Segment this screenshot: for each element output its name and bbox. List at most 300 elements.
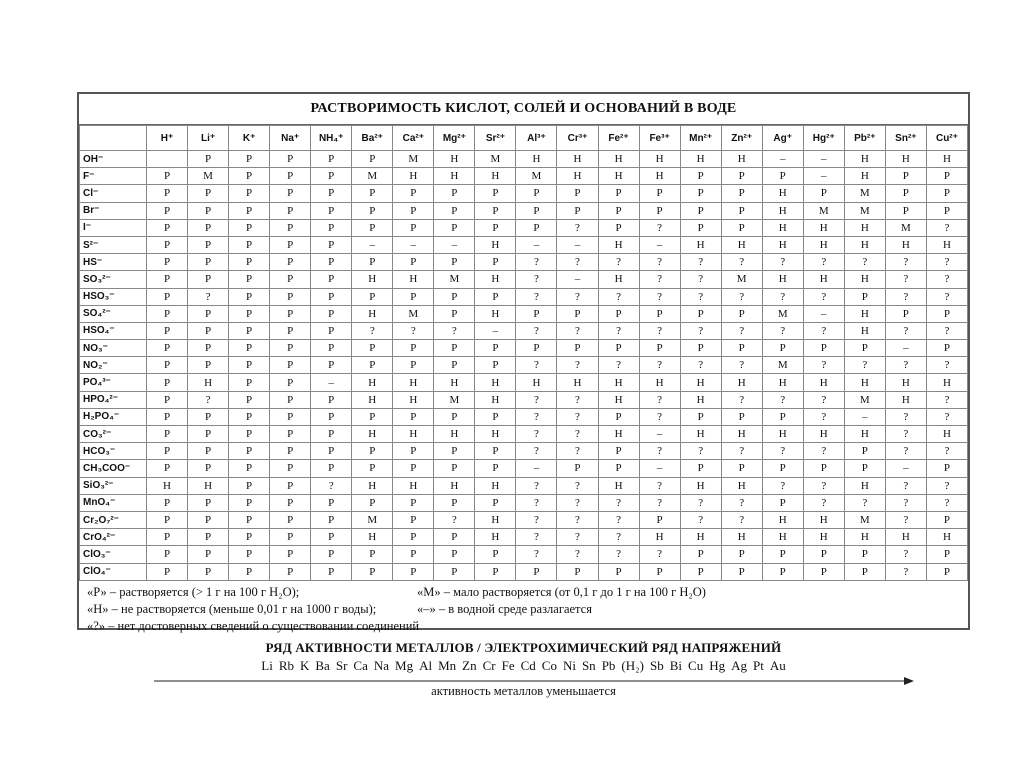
solubility-cell: Н xyxy=(393,477,434,494)
solubility-cell: Н xyxy=(516,151,557,168)
solubility-cell: М xyxy=(844,391,885,408)
legend-unknown: «?» – нет достоверных сведений о существовании соединений xyxy=(87,618,420,633)
solubility-cell: Н xyxy=(844,219,885,236)
solubility-cell: Н xyxy=(844,529,885,546)
solubility-cell: ? xyxy=(680,288,721,305)
solubility-cell: Н xyxy=(885,151,926,168)
solubility-cell: Р xyxy=(352,254,393,271)
solubility-cell: Р xyxy=(680,168,721,185)
solubility-cell: ? xyxy=(885,477,926,494)
solubility-cell: ? xyxy=(639,408,680,425)
solubility-cell: Р xyxy=(229,185,270,202)
solubility-cell: – xyxy=(434,236,475,253)
metal-symbol: Ba xyxy=(315,658,330,673)
cation-header: Ba²⁺ xyxy=(352,126,393,151)
cation-header: NH₄⁺ xyxy=(311,126,352,151)
solubility-cell: Р xyxy=(311,219,352,236)
solubility-cell: Р xyxy=(270,529,311,546)
solubility-cell: Р xyxy=(680,340,721,357)
solubility-cell: Р xyxy=(680,408,721,425)
solubility-cell: ? xyxy=(639,322,680,339)
solubility-cell: Н xyxy=(393,426,434,443)
anion-label: Cr₂O₇²⁻ xyxy=(80,511,147,528)
cation-header-row xyxy=(80,126,968,151)
solubility-cell: – xyxy=(557,236,598,253)
solubility-cell: Р xyxy=(475,185,516,202)
solubility-cell: ? xyxy=(926,322,967,339)
metal-symbol: Hg xyxy=(709,658,726,673)
solubility-cell: Н xyxy=(844,426,885,443)
solubility-cell: ? xyxy=(926,219,967,236)
solubility-cell: ? xyxy=(680,494,721,511)
solubility-cell: Р xyxy=(434,563,475,580)
cation-header: Mn²⁺ xyxy=(680,126,721,151)
table-row xyxy=(80,236,968,253)
solubility-cell: Р xyxy=(270,408,311,425)
anion-label: SiO₃²⁻ xyxy=(80,477,147,494)
solubility-cell: Р xyxy=(926,185,967,202)
solubility-cell: Р xyxy=(229,254,270,271)
anion-label: SO₃²⁻ xyxy=(80,271,147,288)
solubility-cell: Р xyxy=(270,460,311,477)
solubility-cell: Р xyxy=(147,322,188,339)
solubility-cell: Р xyxy=(475,202,516,219)
solubility-cell: Р xyxy=(393,546,434,563)
anion-label: HPO₄²⁻ xyxy=(80,391,147,408)
solubility-cell: ? xyxy=(721,254,762,271)
solubility-cell: Н xyxy=(598,374,639,391)
solubility-cell: ? xyxy=(557,511,598,528)
solubility-cell: Р xyxy=(516,185,557,202)
solubility-cell: Р xyxy=(270,185,311,202)
solubility-cell: М xyxy=(762,305,803,322)
solubility-cell: Н xyxy=(352,477,393,494)
solubility-cell: Р xyxy=(475,357,516,374)
solubility-cell: ? xyxy=(721,288,762,305)
metal-symbol: Al xyxy=(419,658,433,673)
solubility-cell: ? xyxy=(721,511,762,528)
solubility-cell: Р xyxy=(393,340,434,357)
solubility-cell: Н xyxy=(352,529,393,546)
solubility-cell: ? xyxy=(926,443,967,460)
solubility-cell: Н xyxy=(885,391,926,408)
cation-header: Zn²⁺ xyxy=(721,126,762,151)
solubility-cell: Р xyxy=(516,305,557,322)
solubility-cell: ? xyxy=(721,357,762,374)
solubility-cell: Н xyxy=(803,219,844,236)
solubility-cell: ? xyxy=(557,494,598,511)
metal-symbol: Au xyxy=(769,658,786,673)
table-row xyxy=(80,494,968,511)
solubility-cell: Р xyxy=(147,288,188,305)
solubility-cell: Р xyxy=(147,305,188,322)
solubility-cell: Р xyxy=(229,494,270,511)
table-row xyxy=(80,288,968,305)
solubility-cell: Р xyxy=(434,460,475,477)
metal-symbol: Co xyxy=(541,658,557,673)
solubility-cell: – xyxy=(762,151,803,168)
metal-symbol: Mn xyxy=(438,658,457,673)
solubility-cell: Р xyxy=(311,340,352,357)
solubility-cell: Р xyxy=(844,546,885,563)
solubility-cell: Н xyxy=(762,219,803,236)
solubility-cell: ? xyxy=(557,408,598,425)
solubility-cell: Н xyxy=(393,168,434,185)
solubility-cell: Н xyxy=(639,374,680,391)
solubility-cell: Р xyxy=(598,305,639,322)
legend-soluble: «Р» – растворяется (> 1 г на 100 г H₂O); xyxy=(87,584,300,599)
solubility-cell: ? xyxy=(885,254,926,271)
solubility-cell: Р xyxy=(229,546,270,563)
solubility-cell: ? xyxy=(844,357,885,374)
solubility-cell: Н xyxy=(803,271,844,288)
solubility-cell: Р xyxy=(311,546,352,563)
activity-series xyxy=(77,640,970,698)
solubility-cell: Н xyxy=(926,426,967,443)
solubility-cell: ? xyxy=(557,529,598,546)
solubility-cell: ? xyxy=(762,443,803,460)
solubility-cell: Н xyxy=(926,374,967,391)
solubility-cell: ? xyxy=(885,494,926,511)
anion-label: ClO₄⁻ xyxy=(80,563,147,580)
solubility-cell: – xyxy=(352,236,393,253)
cation-header: H⁺ xyxy=(147,126,188,151)
solubility-cell: ? xyxy=(639,443,680,460)
solubility-cell: Р xyxy=(844,443,885,460)
solubility-cell: Р xyxy=(598,185,639,202)
solubility-cell: Р xyxy=(270,477,311,494)
solubility-cell: ? xyxy=(516,391,557,408)
solubility-cell: ? xyxy=(557,357,598,374)
solubility-cell: Н xyxy=(475,477,516,494)
solubility-cell: Р xyxy=(229,202,270,219)
solubility-cell: ? xyxy=(639,219,680,236)
solubility-cell: Р xyxy=(147,511,188,528)
solubility-cell: ? xyxy=(885,271,926,288)
solubility-cell: Р xyxy=(188,511,229,528)
solubility-cell: Р xyxy=(721,546,762,563)
solubility-cell: Н xyxy=(762,185,803,202)
solubility-cell: М xyxy=(393,151,434,168)
metal-symbol: Ag xyxy=(731,658,747,673)
solubility-cell: Р xyxy=(270,563,311,580)
legend-insoluble: «Н» – не растворяется (меньше 0,01 г на 1000 г воды); xyxy=(87,601,377,616)
solubility-cell: Р xyxy=(270,271,311,288)
solubility-cell: Р xyxy=(147,357,188,374)
solubility-cell: Р xyxy=(311,494,352,511)
solubility-cell: Р xyxy=(393,460,434,477)
solubility-cell: Р xyxy=(393,254,434,271)
solubility-cell: Р xyxy=(434,288,475,305)
solubility-cell: Н xyxy=(762,202,803,219)
legend xyxy=(79,581,968,638)
solubility-cell: ? xyxy=(926,254,967,271)
cation-header: Cr³⁺ xyxy=(557,126,598,151)
solubility-cell: М xyxy=(762,357,803,374)
solubility-cell: Н xyxy=(844,168,885,185)
solubility-cell: Р xyxy=(229,511,270,528)
solubility-cell: Р xyxy=(434,546,475,563)
solubility-cell: Р xyxy=(844,460,885,477)
solubility-cell: Н xyxy=(475,271,516,288)
solubility-cell: Р xyxy=(147,460,188,477)
solubility-cell: Н xyxy=(352,271,393,288)
solubility-cell: Р xyxy=(803,563,844,580)
solubility-cell: Р xyxy=(475,443,516,460)
solubility-cell: ? xyxy=(557,477,598,494)
solubility-cell: Р xyxy=(926,460,967,477)
solubility-cell: Р xyxy=(434,443,475,460)
solubility-cell: Р xyxy=(721,219,762,236)
solubility-cell: Н xyxy=(803,374,844,391)
solubility-cell: Н xyxy=(147,477,188,494)
metal-symbol: Na xyxy=(373,658,390,673)
solubility-cell: ? xyxy=(598,546,639,563)
solubility-cell: Р xyxy=(762,546,803,563)
solubility-cell: Р xyxy=(229,529,270,546)
solubility-cell: М xyxy=(885,219,926,236)
solubility-cell: Р xyxy=(393,494,434,511)
solubility-cell: Н xyxy=(844,322,885,339)
solubility-cell: Р xyxy=(147,340,188,357)
table-row xyxy=(80,340,968,357)
solubility-cell: ? xyxy=(885,426,926,443)
legend-slightly-soluble: «М» – мало растворяется (от 0,1 г до 1 г на 100 г H₂O) xyxy=(417,584,706,599)
solubility-cell: Р xyxy=(393,202,434,219)
solubility-cell: ? xyxy=(516,357,557,374)
solubility-cell: Р xyxy=(516,202,557,219)
solubility-cell: Р xyxy=(147,494,188,511)
solubility-cell: Р xyxy=(188,426,229,443)
solubility-cell: Р xyxy=(803,185,844,202)
table-row xyxy=(80,305,968,322)
table-row xyxy=(80,477,968,494)
solubility-cell: ? xyxy=(557,288,598,305)
solubility-cell: – xyxy=(885,460,926,477)
solubility-cell: М xyxy=(721,271,762,288)
solubility-cell: Р xyxy=(188,529,229,546)
solubility-cell: Р xyxy=(352,151,393,168)
solubility-cell: Р xyxy=(598,563,639,580)
cation-header: Na⁺ xyxy=(270,126,311,151)
solubility-cell: Н xyxy=(639,168,680,185)
solubility-cell: Н xyxy=(926,529,967,546)
solubility-cell: Р xyxy=(885,185,926,202)
solubility-cell: Н xyxy=(680,374,721,391)
solubility-cell: Р xyxy=(188,494,229,511)
solubility-cell: ? xyxy=(680,254,721,271)
solubility-cell: Р xyxy=(434,529,475,546)
solubility-cell: Р xyxy=(844,288,885,305)
solubility-cell: Р xyxy=(352,460,393,477)
solubility-cell: Р xyxy=(229,477,270,494)
solubility-cell: ? xyxy=(557,219,598,236)
solubility-cell: Р xyxy=(311,305,352,322)
metal-symbol: Sr xyxy=(335,658,348,673)
solubility-cell: Н xyxy=(844,151,885,168)
solubility-cell: Р xyxy=(311,202,352,219)
solubility-cell: Н xyxy=(475,236,516,253)
solubility-cell: ? xyxy=(557,546,598,563)
solubility-cell: Р xyxy=(147,408,188,425)
solubility-cell: Р xyxy=(475,563,516,580)
solubility-cell: ? xyxy=(803,357,844,374)
anion-label: HCO₃⁻ xyxy=(80,443,147,460)
solubility-cell: Р xyxy=(393,511,434,528)
solubility-cell: Р xyxy=(721,305,762,322)
solubility-cell: – xyxy=(639,460,680,477)
solubility-cell: Р xyxy=(434,219,475,236)
solubility-cell: Р xyxy=(229,340,270,357)
cation-header: Li⁺ xyxy=(188,126,229,151)
table-row xyxy=(80,254,968,271)
solubility-cell: Н xyxy=(926,151,967,168)
solubility-cell: Р xyxy=(352,202,393,219)
solubility-cell: ? xyxy=(844,254,885,271)
solubility-cell: ? xyxy=(803,477,844,494)
solubility-cell: М xyxy=(844,202,885,219)
table-row xyxy=(80,168,968,185)
solubility-cell: ? xyxy=(598,494,639,511)
solubility-cell: Р xyxy=(270,305,311,322)
solubility-cell: Р xyxy=(639,340,680,357)
solubility-cell: Р xyxy=(680,305,721,322)
solubility-cell: Р xyxy=(311,443,352,460)
solubility-cell: Р xyxy=(762,340,803,357)
solubility-cell: Р xyxy=(270,511,311,528)
cation-header: Sr²⁺ xyxy=(475,126,516,151)
solubility-cell: ? xyxy=(680,443,721,460)
cation-header: Hg²⁺ xyxy=(803,126,844,151)
anion-label: S²⁻ xyxy=(80,236,147,253)
metals-row xyxy=(77,658,970,674)
solubility-cell: Р xyxy=(270,374,311,391)
solubility-cell: ? xyxy=(598,288,639,305)
solubility-cell: Н xyxy=(762,511,803,528)
solubility-cell: Р xyxy=(885,305,926,322)
solubility-cell: Н xyxy=(475,426,516,443)
solubility-cell: Н xyxy=(434,374,475,391)
solubility-cell: Н xyxy=(639,529,680,546)
solubility-cell: Н xyxy=(762,426,803,443)
solubility-cell: ? xyxy=(803,254,844,271)
solubility-cell: Р xyxy=(475,546,516,563)
solubility-cell: Н xyxy=(680,529,721,546)
solubility-cell: ? xyxy=(721,494,762,511)
solubility-cell: ? xyxy=(393,322,434,339)
solubility-cell: Р xyxy=(475,460,516,477)
metal-symbol: Cu xyxy=(688,658,704,673)
solubility-cell: Н xyxy=(598,168,639,185)
anion-label: F⁻ xyxy=(80,168,147,185)
solubility-cell: ? xyxy=(926,477,967,494)
solubility-cell: Р xyxy=(639,185,680,202)
solubility-cell: Н xyxy=(434,151,475,168)
solubility-cell: Р xyxy=(926,563,967,580)
solubility-cell: – xyxy=(639,426,680,443)
solubility-cell: ? xyxy=(721,322,762,339)
solubility-cell: Р xyxy=(393,529,434,546)
solubility-cell: Р xyxy=(475,408,516,425)
solubility-cell: ? xyxy=(639,477,680,494)
solubility-cell: М xyxy=(352,511,393,528)
solubility-cell: Р xyxy=(557,340,598,357)
solubility-cell: Р xyxy=(270,168,311,185)
solubility-cell: ? xyxy=(557,254,598,271)
solubility-cell: Н xyxy=(721,151,762,168)
solubility-cell: ? xyxy=(762,477,803,494)
solubility-cell: Н xyxy=(393,391,434,408)
solubility-cell: Р xyxy=(475,340,516,357)
solubility-cell: Н xyxy=(475,374,516,391)
solubility-cell: Р xyxy=(557,305,598,322)
solubility-cell: – xyxy=(803,305,844,322)
solubility-cell: Н xyxy=(475,529,516,546)
solubility-cell: Н xyxy=(803,511,844,528)
solubility-cell: Р xyxy=(598,443,639,460)
solubility-cell: Р xyxy=(188,546,229,563)
solubility-cell: Н xyxy=(844,477,885,494)
solubility-cell: ? xyxy=(516,494,557,511)
solubility-cell: Р xyxy=(352,357,393,374)
solubility-cell: ? xyxy=(598,511,639,528)
solubility-cell: Р xyxy=(229,236,270,253)
solubility-cell: ? xyxy=(639,546,680,563)
solubility-cell: ? xyxy=(803,494,844,511)
solubility-cell: Р xyxy=(311,408,352,425)
solubility-cell: Р xyxy=(762,408,803,425)
solubility-cell: Р xyxy=(926,168,967,185)
solubility-cell: ? xyxy=(516,529,557,546)
solubility-cell: Р xyxy=(311,391,352,408)
solubility-cell: Н xyxy=(475,511,516,528)
solubility-cell: ? xyxy=(516,426,557,443)
solubility-cell: М xyxy=(844,185,885,202)
solubility-cell: Р xyxy=(434,494,475,511)
solubility-cell: – xyxy=(516,236,557,253)
table-row xyxy=(80,271,968,288)
solubility-cell: Р xyxy=(516,563,557,580)
solubility-cell: ? xyxy=(926,288,967,305)
solubility-cell: Р xyxy=(680,202,721,219)
solubility-cell: Р xyxy=(475,288,516,305)
legend-decomposes: «–» – в водной среде разлагается xyxy=(417,601,592,616)
solubility-cell: Р xyxy=(270,340,311,357)
metal-symbol: (H₂) xyxy=(621,658,645,673)
metal-symbol: Pb xyxy=(601,658,616,673)
solubility-cell: Р xyxy=(147,391,188,408)
metal-symbol: Fe xyxy=(501,658,515,673)
solubility-cell: Н xyxy=(598,151,639,168)
solubility-cell: ? xyxy=(557,322,598,339)
anion-label: CO₃²⁻ xyxy=(80,426,147,443)
solubility-cell: Н xyxy=(844,236,885,253)
anion-label: PO₄³⁻ xyxy=(80,374,147,391)
solubility-cell: ? xyxy=(885,511,926,528)
solubility-cell: Р xyxy=(311,357,352,374)
solubility-cell: Р xyxy=(516,219,557,236)
solubility-cell: Н xyxy=(352,391,393,408)
solubility-cell: ? xyxy=(639,254,680,271)
solubility-cell: Р xyxy=(229,374,270,391)
solubility-cell: Р xyxy=(229,408,270,425)
solubility-cell: Р xyxy=(270,151,311,168)
solubility-cell: Р xyxy=(188,408,229,425)
solubility-cell: ? xyxy=(639,288,680,305)
solubility-cell: Р xyxy=(188,151,229,168)
solubility-cell: М xyxy=(844,511,885,528)
solubility-cell: – xyxy=(803,168,844,185)
